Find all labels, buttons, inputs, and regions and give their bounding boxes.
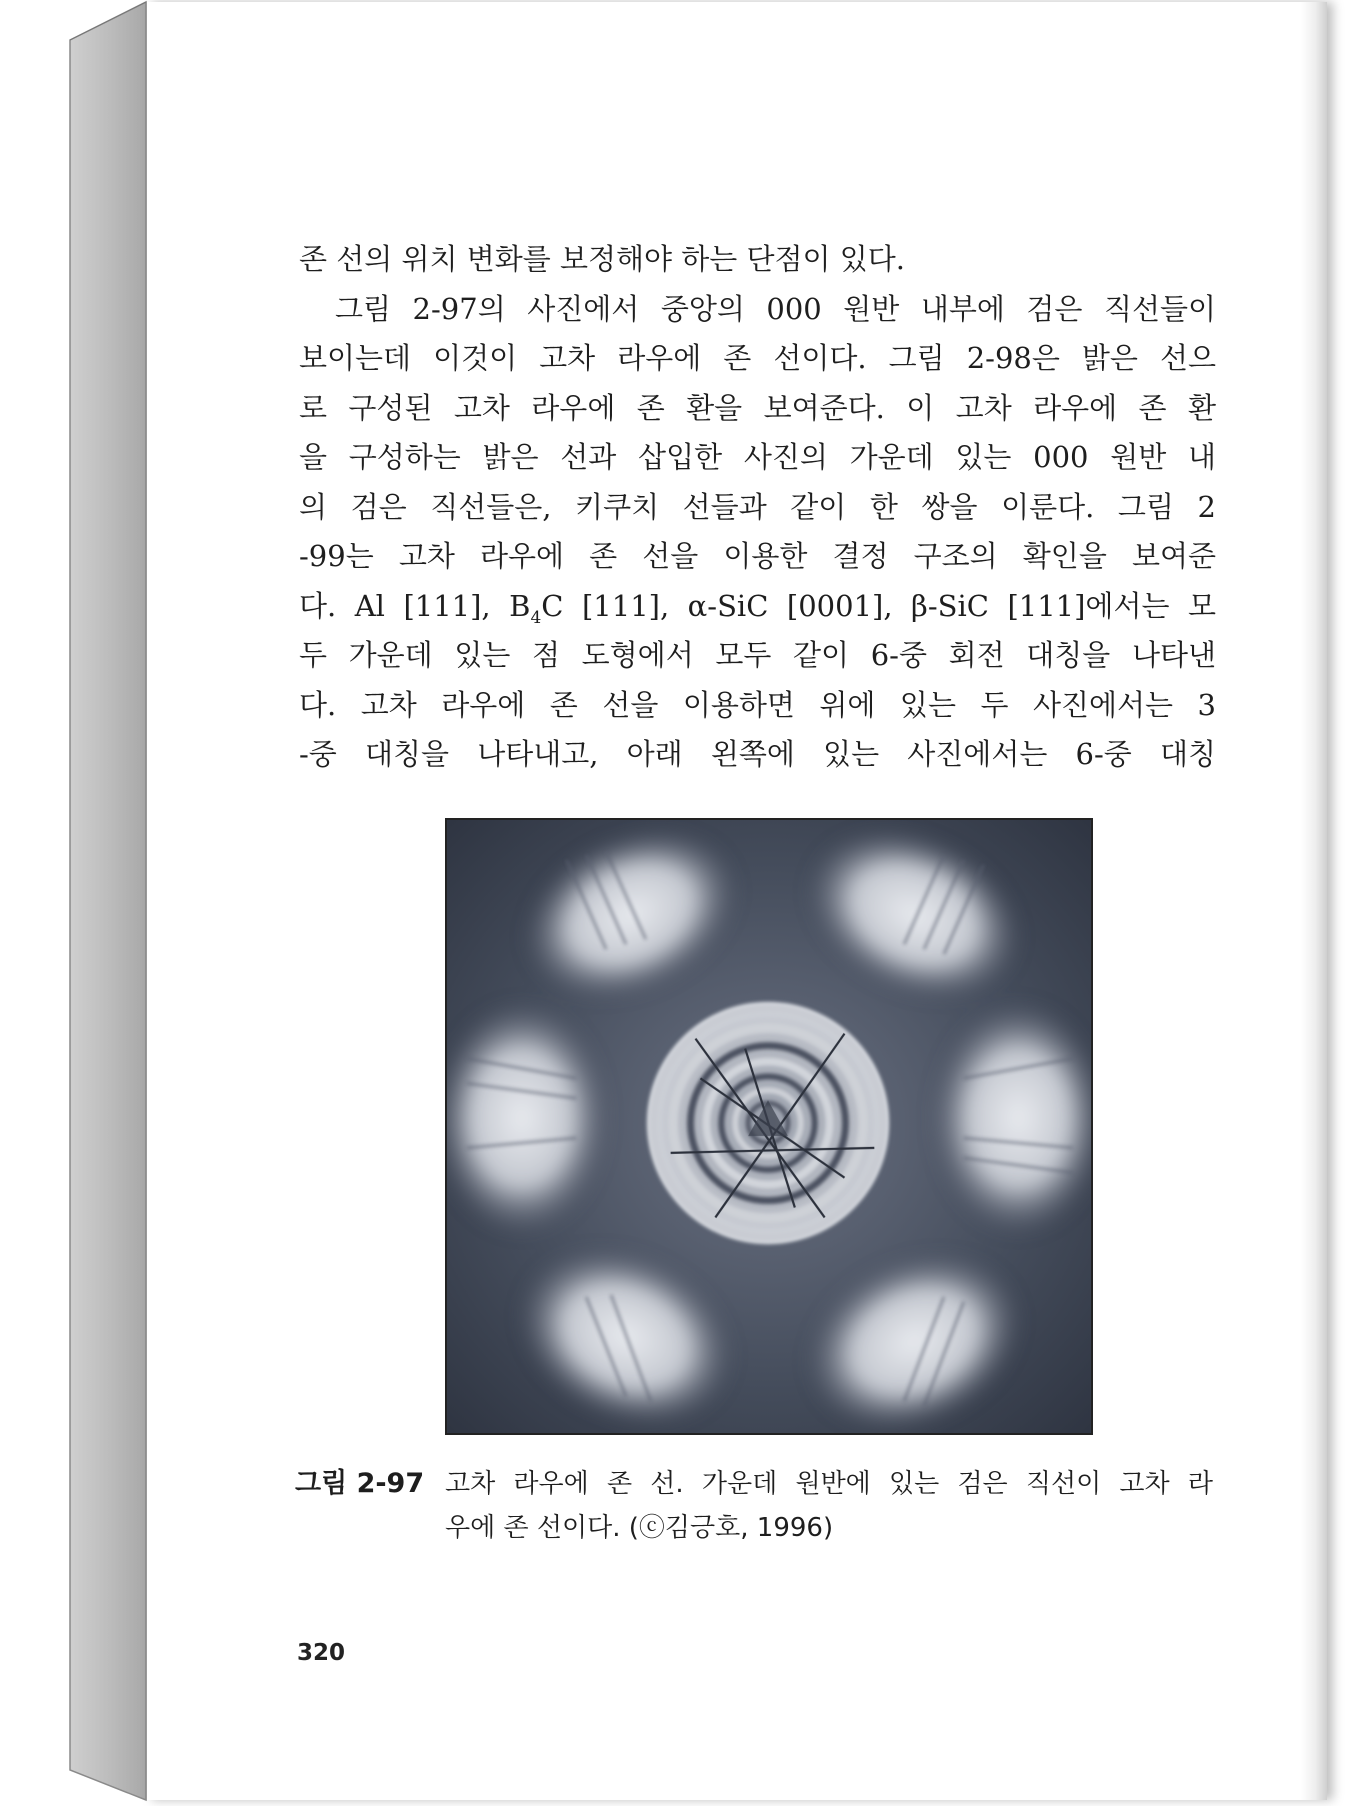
figure-label: 그림 2-97 <box>295 1468 425 1499</box>
subscript: 4 <box>530 607 542 628</box>
body-text <box>299 235 1216 780</box>
cbed-diffraction-pattern <box>447 820 1091 1433</box>
body-line: 의 검은 직선들은, 키쿠치 선들과 같이 한 쌍을 이룬다. 그림 2 <box>299 489 1216 524</box>
page-edge <box>1301 2 1327 1800</box>
body-line: 두 가운데 있는 점 도형에서 모두 같이 6-중 회전 대칭을 나타낸 <box>299 638 1216 672</box>
caption-line: 우에 존 선이다. (ⓒ김긍호, 1996) <box>445 1513 834 1543</box>
body-line: 다. 고차 라우에 존 선을 이용하면 위에 있는 두 사진에서는 3 <box>299 687 1216 722</box>
body-line-part: C [111], α-SiC [0001], β-SiC [111]에서는 모 <box>541 588 1216 623</box>
body-line <box>299 582 1216 632</box>
body-line: 보이는데 이것이 고차 라우에 존 선이다. 그림 2-98은 밝은 선으 <box>299 341 1216 375</box>
caption-line: 고차 라우에 존 선. 가운데 원반에 있는 검은 직선이 고차 라 <box>445 1469 1213 1499</box>
body-line: 존 선의 위치 변화를 보정해야 하는 단점이 있다. <box>299 242 906 276</box>
body-line: 로 구성된 고차 라우에 존 환을 보여준다. 이 고차 라우에 존 환 <box>299 390 1216 425</box>
figure-photo <box>445 818 1093 1435</box>
page-number: 320 <box>297 1640 346 1666</box>
caption-text <box>445 1462 1213 1550</box>
body-line: 그림 2-97의 사진에서 중앙의 000 원반 내부에 검은 직선들이 <box>335 291 1216 326</box>
body-line: -중 대칭을 나타내고, 아래 왼쪽에 있는 사진에서는 6-중 대칭 <box>299 737 1216 771</box>
body-line: -99는 고차 라우에 존 선을 이용한 결정 구조의 확인을 보여준 <box>299 539 1216 573</box>
body-line-part: 다. Al [111], B <box>299 588 531 623</box>
body-line: 을 구성하는 밝은 선과 삽입한 사진의 가운데 있는 000 원반 내 <box>299 440 1216 474</box>
